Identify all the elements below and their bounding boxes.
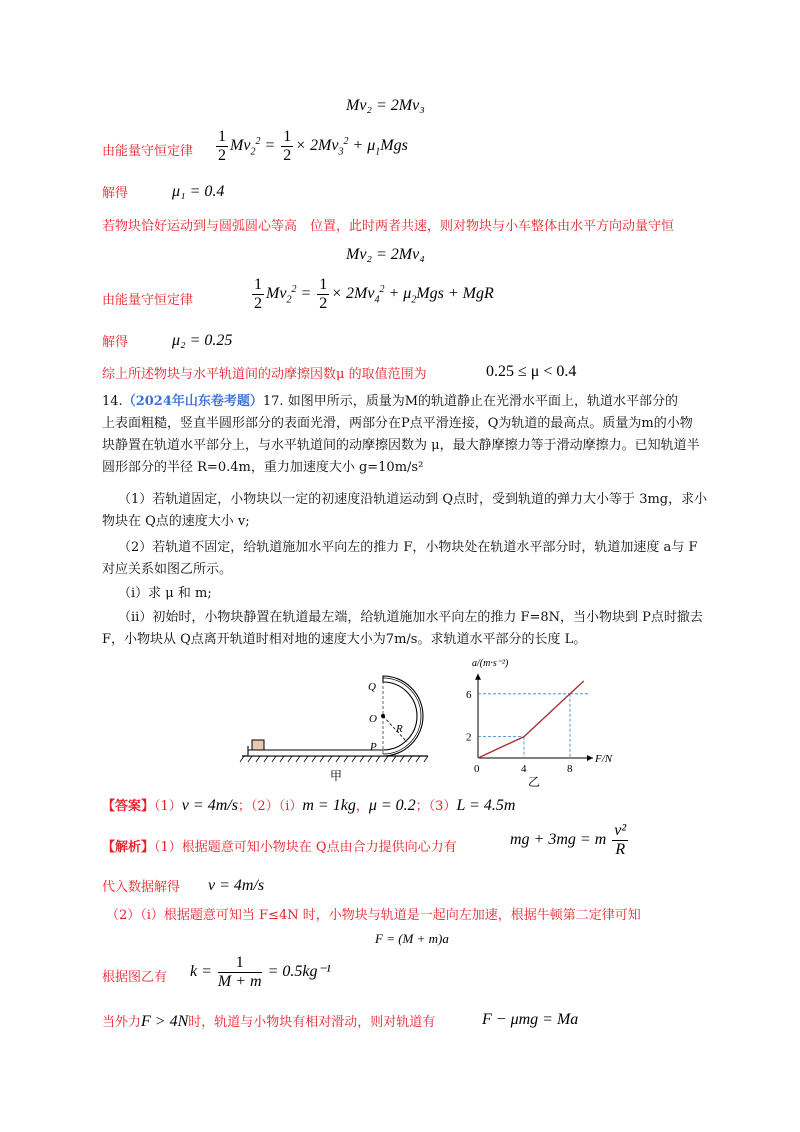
- caption-jia: 甲: [330, 769, 343, 783]
- answer-m: m = 1kg: [302, 797, 356, 814]
- analysis-line-3: （2）（i）根据题意可知当 F≤4N 时，小物块与轨道是一起向左加速，根据牛顿第二定律可知: [106, 908, 641, 923]
- solve-label-1: 解得: [102, 186, 129, 201]
- y-tick-label-2: 6: [466, 688, 472, 701]
- slope-equation: [190, 954, 331, 991]
- label-O: O: [369, 713, 377, 725]
- figure-yi-chart: [462, 654, 632, 788]
- part2-text-b: 对应关系如图乙所示。: [102, 562, 233, 577]
- part1-text-b: 物块在 Q点的速度大小 v;: [102, 514, 250, 529]
- summary-text: 综上所述物块与水平轨道间的动摩擦因数μ 的取值范围为: [102, 367, 427, 382]
- eq1-denominator: R: [615, 841, 626, 858]
- line5-F: F > 4N: [141, 1013, 189, 1030]
- answer-tag: 【答案】: [102, 799, 155, 814]
- part2-ii-text-a: （ii）初始时，小物块静置在轨道最左端，给轨道施加水平向左的推力 F=8N，当小物块到 P点时撤去: [118, 610, 703, 625]
- x-tick-label-1: 4: [521, 763, 527, 775]
- part2-ii-text-b: F，小物块从 Q点离开轨道时相对地的速度大小为7m/s。求轨道水平部分的长度 L。: [102, 632, 587, 647]
- part2-text-a: （2）若轨道不固定，给轨道施加水平向左的推力 F，小物块处在轨道水平部分时，轨道加速度 a与 F: [118, 540, 698, 555]
- question-14-line-1: [102, 392, 678, 412]
- eq1-left: mg + 3mg = m: [510, 831, 607, 849]
- label-Q: Q: [368, 681, 376, 693]
- x-axis-label: F/N: [595, 753, 613, 765]
- analysis-tag: 【解析】: [102, 840, 155, 855]
- label-P: P: [370, 741, 377, 753]
- analysis-line-1: [102, 838, 457, 858]
- track-inner-arc: [383, 678, 421, 754]
- question-sub-number: 17.: [262, 394, 284, 409]
- y-tick-label-1: 2: [466, 731, 472, 744]
- y-axis-label: a/(m·s⁻²): [472, 658, 509, 669]
- eq3-right: = 0.5kg⁻¹: [267, 963, 331, 981]
- momentum-equation-2: Mv₂ = 2Mv₄: [346, 246, 425, 263]
- question-text-2: 上表面粗糙，竖直半圆形部分的表面光滑，两部分在P点平滑连接，Q为轨道的最高点。质量为m的小物: [102, 416, 693, 431]
- mu2-result: μ₂ = 0.25: [172, 332, 233, 349]
- ground-hatching: [240, 756, 428, 762]
- radius-line: [383, 716, 407, 742]
- caption-yi: 乙: [528, 775, 541, 788]
- figure-jia: [238, 668, 438, 786]
- origin-label: 0: [474, 763, 480, 775]
- question-number: 14.: [102, 394, 123, 409]
- solve-label-2: 解得: [102, 335, 129, 350]
- question-text-4: 圆形部分的半径 R=0.4m，重力加速度大小 g=10m/s²: [102, 460, 424, 475]
- analysis-line-4-label: 根据图乙有: [102, 970, 168, 985]
- x-tick-label-2: 8: [567, 763, 573, 775]
- answer-part3: ；（3）: [415, 799, 457, 814]
- momentum-equation-1: Mv₂ = 2Mv₃: [346, 97, 425, 114]
- analysis-line-2-label: 代入数据解得: [102, 880, 181, 895]
- question-text-3: 块静置在轨道水平部分上，与水平轨道间的动摩擦因数为 μ，最大静摩擦力等于滑动摩擦力。已知轨道半: [102, 438, 700, 453]
- part1-text-a: （1）若轨道固定，小物块以一定的初速度沿轨道运动到 Q点时，受到轨道的弹力大小等于 3mg，求小: [118, 492, 708, 507]
- track: [248, 676, 423, 756]
- answer-L: L = 4.5m: [456, 797, 516, 814]
- y-axis-arrow: [475, 674, 481, 680]
- energy-label-1: 由能量守恒定律: [102, 144, 194, 159]
- energy-label-2: 由能量守恒定律: [102, 293, 194, 308]
- line5-b: 时，轨道与小物块有相对滑动，则对轨道有: [188, 1015, 436, 1030]
- analysis-v-result: v = 4m/s: [208, 877, 265, 894]
- centripetal-equation: [510, 822, 630, 859]
- eq1-numerator: v²: [614, 822, 627, 839]
- answer-mu: μ = 0.2: [368, 797, 416, 814]
- energy-equation-1: $\frac{1}{2}$ $Mv_2^2$ = $\frac{1}{2}$ × $2Mv_3^2 + \mu_1Mgs$: [218, 128, 408, 164]
- answer-v: v = 4m/s: [181, 797, 238, 814]
- line5-a: 当外力: [102, 1015, 142, 1030]
- analysis-text-1: （1）根据题意可知小物块在 Q点由合力提供向心力有: [154, 840, 457, 855]
- eq3-numerator: 1: [218, 954, 262, 973]
- case2-text: 若物块恰好运动到与圆弧圆心等高 位置，此时两者共速，则对物块与小车整体由水平方向动量守恒: [102, 219, 675, 234]
- summary-range: 0.25 ≤ μ < 0.4: [486, 363, 577, 380]
- small-block: [252, 740, 264, 750]
- eq3-left: k =: [190, 963, 212, 981]
- answer-line: 【答案】（1）v = 4m/s；（2）（i）m = 1kg，μ = 0.2；（3）L = 4.5m: [102, 797, 516, 814]
- question-source: （2024年山东卷考题）: [122, 394, 263, 409]
- mu1-result: μ₁ = 0.4: [172, 183, 225, 200]
- question-text-1: 如图甲所示，质量为M的轨道静止在光滑水平面上，轨道水平部分的: [287, 394, 679, 409]
- track-equation: F − μmg = Ma: [482, 1011, 579, 1028]
- newton-equation: F = (M + m)a: [375, 931, 449, 946]
- analysis-line-5: [102, 1012, 435, 1033]
- part2-i-text: （i）求 μ 和 m;: [118, 586, 212, 601]
- answer-part1: （1）: [154, 799, 182, 814]
- series-line-a-F: [478, 681, 584, 758]
- x-axis-arrow: [587, 755, 593, 761]
- answer-part2: ；（2）（i）: [237, 799, 303, 814]
- label-R: R: [396, 723, 403, 735]
- eq3-denominator: M + m: [217, 973, 262, 990]
- energy-equation-2: $\frac{1}{2}$ $Mv_2^2$ = $\frac{1}{2}$ × $2Mv_4^2 + \mu_2Mgs$ + MgR: [254, 276, 494, 312]
